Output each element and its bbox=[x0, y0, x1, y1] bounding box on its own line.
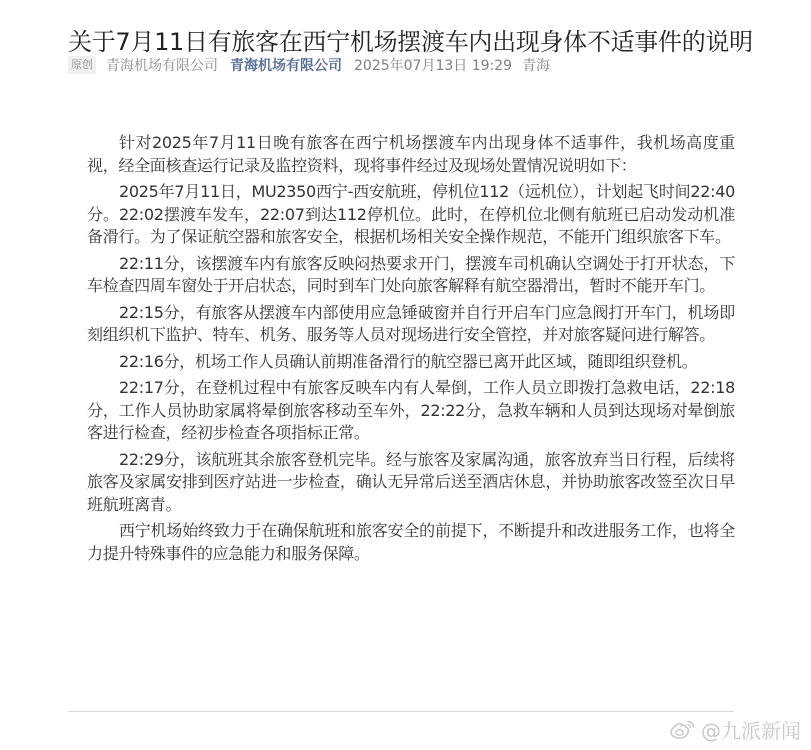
paragraph: 22:16分，机场工作人员确认前期准备滑行的航空器已离开此区域，随即组织登机。 bbox=[119, 351, 698, 371]
paragraph: 22:11分，该摆渡车内有旅客反映闷热要求开门，摆渡车司机确认空调处于打开状态，下车检查四周车窗处于开启状态，同时到车门处向旅客解释有航空器滑出，暂时不能开车门。 bbox=[87, 253, 735, 296]
publish-location: 青海 bbox=[522, 58, 551, 74]
original-badge: 原创 bbox=[68, 56, 96, 74]
paragraph: 针对2025年7月11日晚有旅客在西宁机场摆渡车内出现身体不适事件，我机场高度重视，经全面核查运行记录及监控资料，现将事件经过及现场处置情况说明如下： bbox=[87, 133, 735, 175]
paragraph: 西宁机场始终致力于在确保航班和旅客安全的前提下，不断提升和改进服务工作，也将全力提升特殊事件的应急能力和服务保障。 bbox=[87, 521, 735, 563]
weibo-icon bbox=[669, 718, 697, 742]
paragraph: 22:15分，有旅客从摆渡车内部使用应急锤破窗并自行开启车门应急阀打开车门，机场即刻组织机下监护、特车、机务、服务等人员对现场进行安全管控，并对旅客疑问进行解答。 bbox=[87, 302, 735, 345]
article-meta bbox=[68, 54, 550, 76]
author-name: 青海机场有限公司 bbox=[106, 58, 218, 74]
article-title: 关于7月11日有旅客在西宁机场摆渡车内出现身体不适事件的说明 bbox=[68, 28, 753, 57]
paragraph: 22:29分，该航班其余旅客登机完毕。经与旅客及家属沟通，旅客放弃当日行程，后续将旅客及家属安排到医疗站进一步检查，确认无异常后送至酒店休息，并协助旅客改签至次日早班航班离青。 bbox=[87, 449, 735, 514]
paragraph: 2025年7月11日，MU2350西宁-西安航班，停机位112（远机位），计划起飞时间22:40分。22:02摆渡车发车，22:07到达112停机位。此时，在停机位北侧有航班已启动发动机准备滑行。为了保证航空器和旅客安全，根据机场相关安全操作规范，不能开门组织旅客下车。 bbox=[87, 181, 735, 247]
article-body bbox=[87, 132, 735, 569]
watermark bbox=[669, 715, 801, 744]
watermark-text: @九派新闻 bbox=[701, 719, 801, 743]
divider bbox=[68, 711, 734, 712]
publish-datetime: 2025年07月13日 19:29 bbox=[354, 58, 513, 74]
account-link[interactable]: 青海机场有限公司 bbox=[230, 58, 342, 74]
paragraph: 22:17分，在登机过程中有旅客反映车内有人晕倒，工作人员立即拨打急救电话，22:18分，工作人员协助家属将晕倒旅客移动至车外，22:22分，急救车辆和人员到达现场对晕倒旅客进行检查，经初步检查各项指标正常。 bbox=[87, 377, 735, 443]
